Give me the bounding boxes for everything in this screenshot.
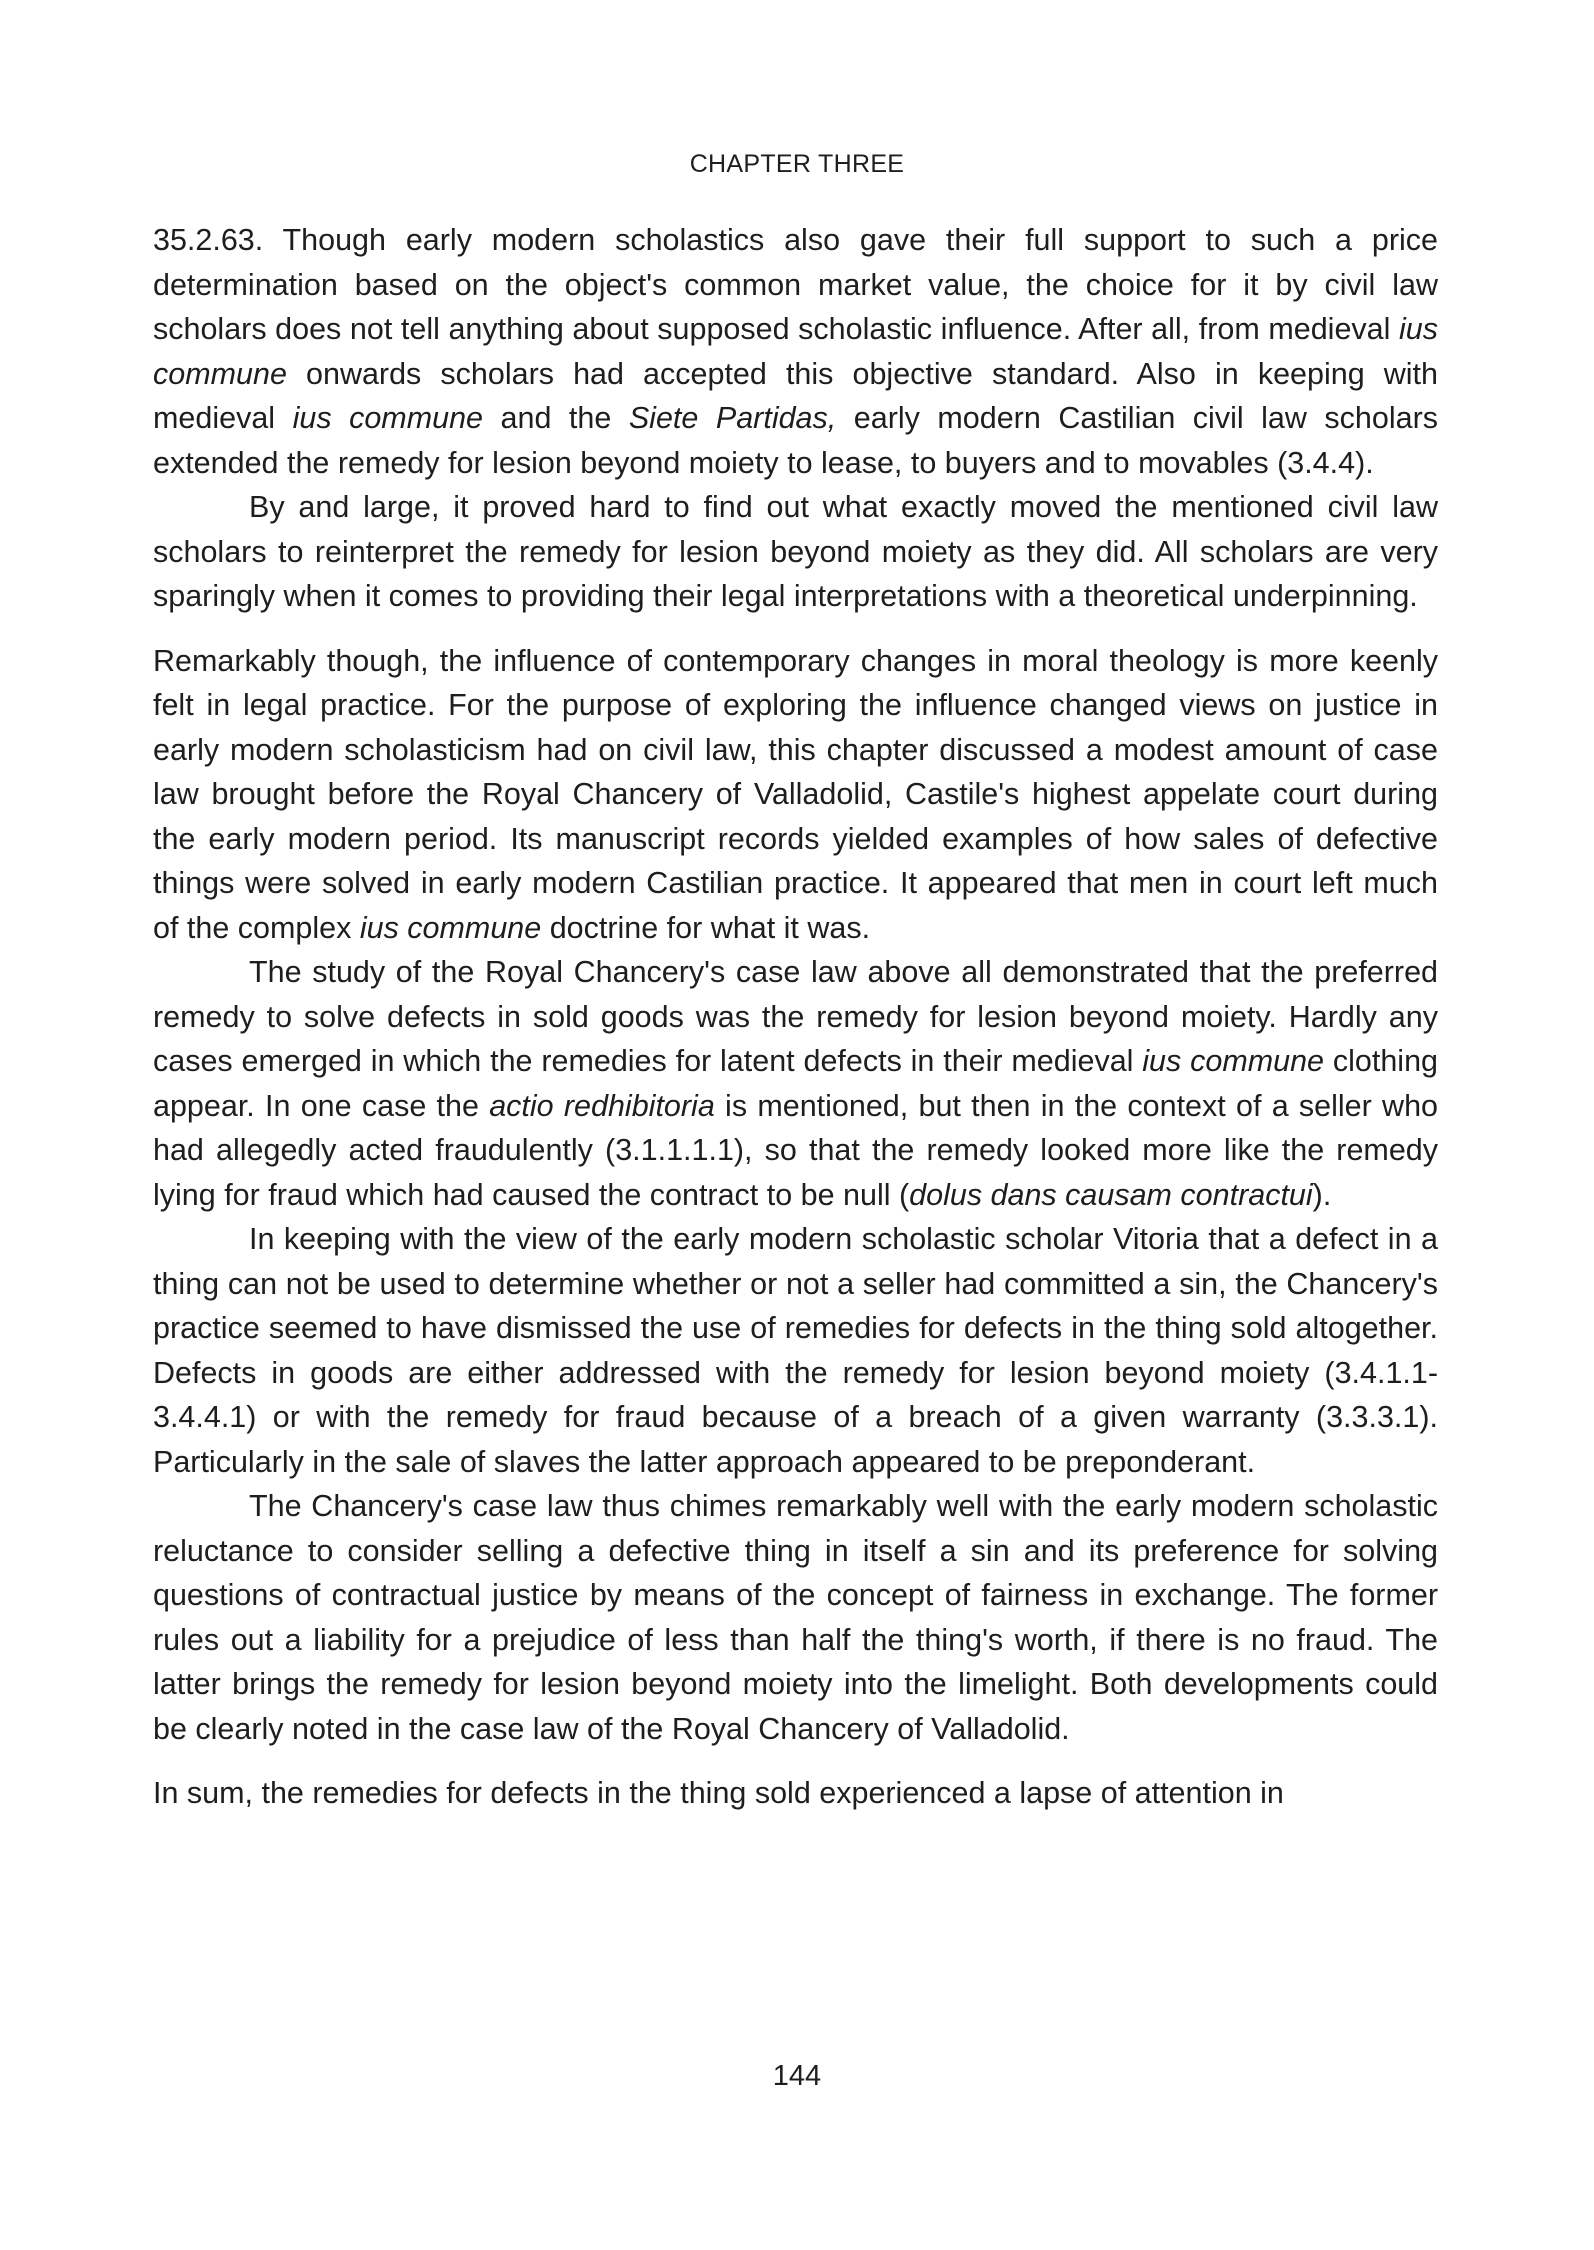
paragraph (153, 950, 1438, 1217)
italic-term: dolus dans causam contractui (909, 1177, 1313, 1212)
text-run: The study of the Royal Chancery's case law above all demonstrated that the preferred remedy to solve defects in sold goods was the remedy for lesion beyond moiety. Hardly any cases emerged in which the remedies for latent defects in their medieval (153, 955, 1438, 1078)
text-run: onwards scholars had accepted this objective standard. Also in keeping with medieval (153, 356, 1438, 435)
paragraph (153, 1484, 1438, 1751)
text-run: doctrine for what it was. (541, 910, 871, 945)
body-text (153, 218, 1438, 1816)
text-run: ). (1312, 1177, 1332, 1212)
italic-term: ius commune (292, 401, 483, 435)
text-run: Remarkably though, the influence of contemporary changes in moral theology is more keenly felt in legal practice. For the purpose of exploring the influence changed views on justice in early modern scholasticism had on civil law, this chapter discussed a modest amount of case law brought before the Royal Chancery of Valladolid, Castile's highest appelate court during the early modern period. Its manuscript records yielded examples of how sales of defective things were solved in early modern Castilian practice. It appeared that men in court left much of the complex (153, 643, 1438, 945)
text-run: In keeping with the view of the early modern scholastic scholar Vitoria that a defect in a thing can not be used to determine whether or not a seller had committed a sin, the Chancery's practice seemed to have dismissed the use of remedies for defects in the thing sold altogether. Defects in goods are either addressed with the remedy for lesion beyond moiety (3.4.1.1-3.4.4.1) or with the remedy for fraud because of a breach of a given warranty (3.3.3.1). Particularly in the sale of slaves the latter approach appeared to be preponderant. (153, 1222, 1438, 1479)
text-run: is mentioned, but then in the context of a seller who had allegedly acted fraudulently (3.1.1.1.1), so that the remedy looked more like the remedy lying for fraud which had caused the contract to be null ( (153, 1088, 1438, 1212)
running-header: CHAPTER THREE (689, 150, 905, 178)
paragraph (153, 218, 1438, 485)
italic-term: ius commune (359, 910, 542, 945)
italic-term: Siete Partidas, (628, 401, 837, 435)
text-run: In sum, the remedies for defects in the thing sold experienced a lapse of attention in (153, 1776, 1284, 1810)
paragraph (153, 639, 1438, 951)
paragraph (153, 485, 1438, 619)
text-run: The Chancery's case law thus chimes remarkably well with the early modern scholastic reluctance to consider selling a defective thing in itself a sin and its preference for solving questions of contractual justice by means of the concept of fairness in exchange. The former rules out a liability for a prejudice of less than half the thing's worth, if there is no fraud. The latter brings the remedy for lesion beyond moiety into the limelight. Both developments could be clearly noted in the case law of the Royal Chancery of Valladolid. (153, 1489, 1438, 1746)
italic-term: actio redhibitoria (489, 1088, 715, 1123)
text-run: early modern Castilian civil law scholars extended the remedy for lesion beyond moiety to lease, to buyers and to movables (3.4.4). (153, 401, 1438, 480)
text-run: By and large, it proved hard to find out what exactly moved the mentioned civil law scholars to reinterpret the remedy for lesion beyond moiety as they did. All scholars are very sparingly when it comes to providing their legal interpretations with a theoretical underpinning. (153, 490, 1438, 613)
text-run: 35.2.63. Though early modern scholastics also gave their full support to such a price determination based on the object's common market value, the choice for it by civil law scholars does not tell anything about supposed scholastic influence. After all, from medieval (153, 223, 1438, 346)
paragraph (153, 1217, 1438, 1484)
text-run: clothing appear. In one case the (153, 1044, 1438, 1123)
paragraph (153, 1771, 1438, 1816)
italic-term: ius commune (153, 312, 1438, 391)
italic-term: ius commune (1142, 1044, 1325, 1078)
text-run: and the (483, 401, 629, 435)
page-number: 144 (772, 2060, 822, 2092)
